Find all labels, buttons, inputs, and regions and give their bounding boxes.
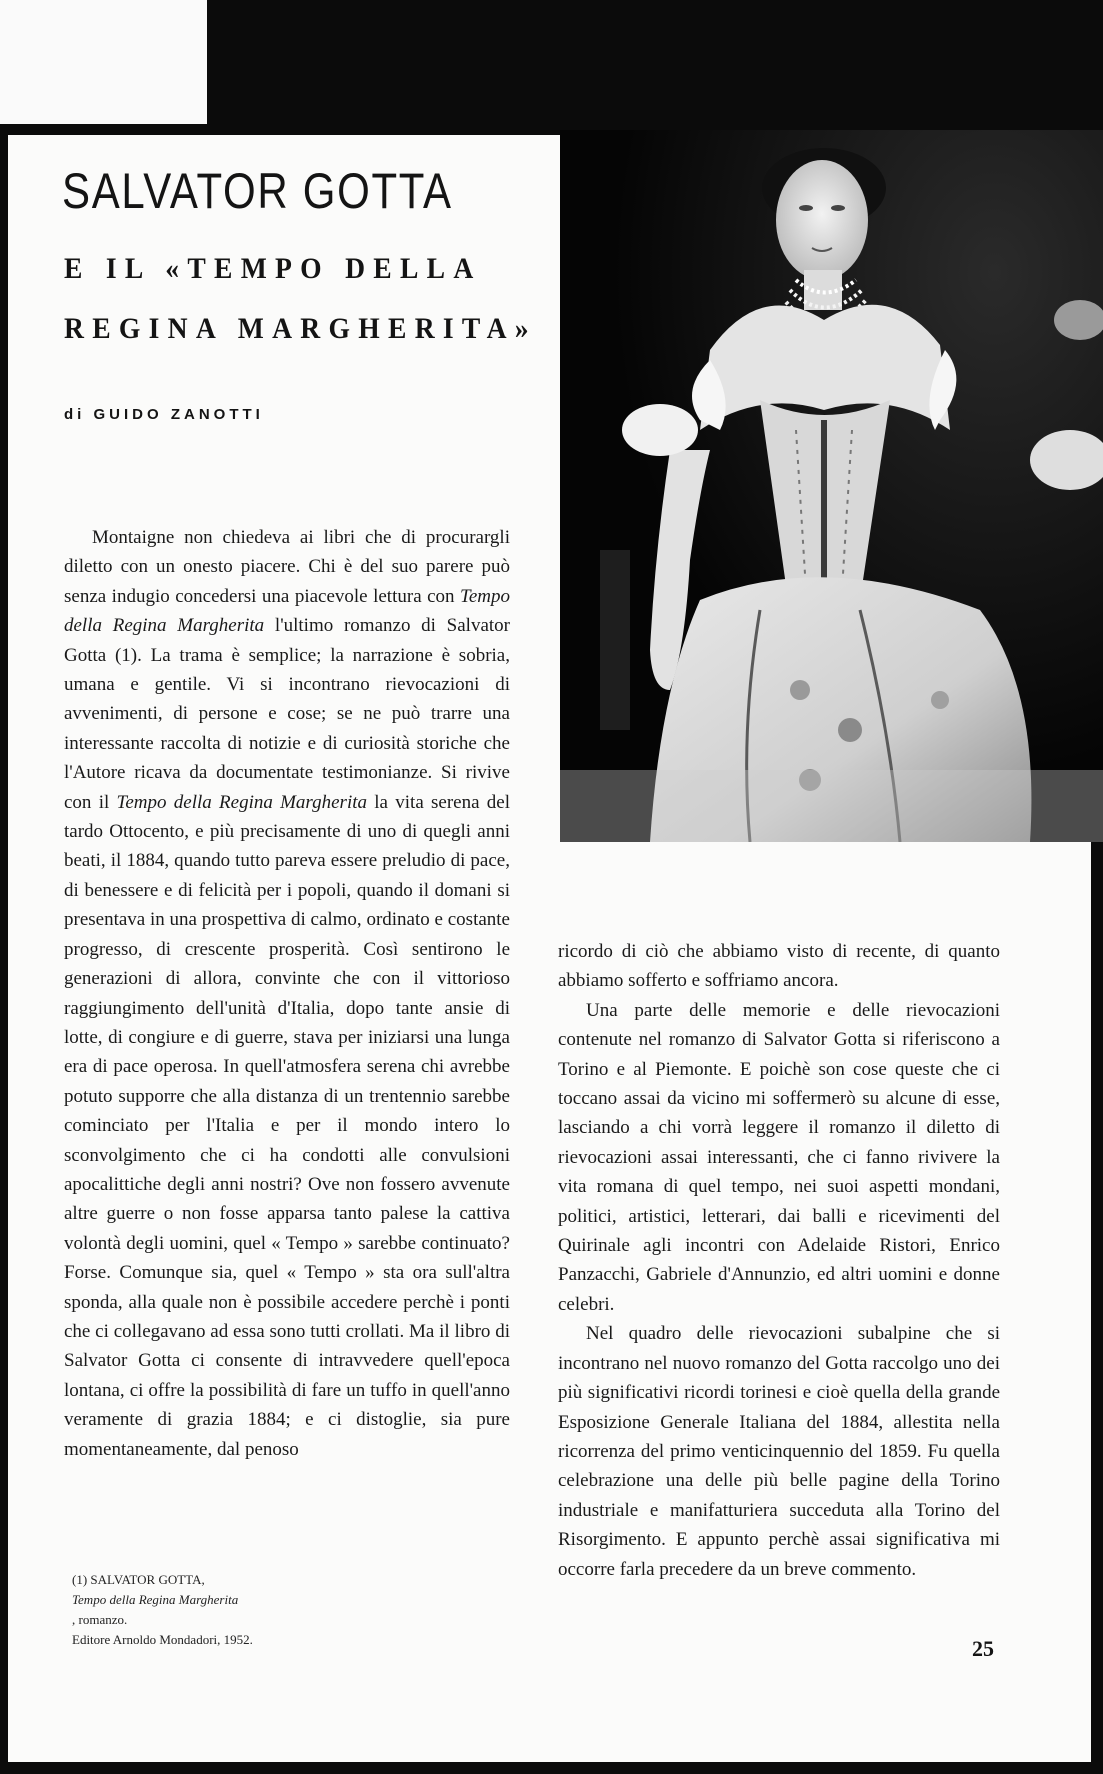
text-run: Montaigne non chiedeva ai libri che di procurargli diletto con un onesto piacere. Chi è del suo parere può senza indugio concedersi una piacevole lettura con (64, 527, 510, 607)
book-title: Tempo della Regina Margherita (64, 585, 510, 637)
footnote-publisher: Editore Arnoldo Mondadori, 1952. (72, 1632, 253, 1647)
footnote-genre: , romanzo. (72, 1612, 128, 1627)
footnote (72, 1570, 512, 1650)
author-byline: di GUIDO ZANOTTI (64, 406, 264, 423)
text-run: la vita serena del tardo Ottocento, e più precisamente di uno di quegli anni beati, il 1884, quando tutto pareva essere preludio di pace, di benessere e di felicità per i popoli, quando il domani si presentava in una prospettiva di calmo, ordinato e costante progresso, di crescente prosperità. Così sentirono le generazioni di allora, convinte che con il vittorioso raggiungimento dell'unità d'Italia, dopo tante ansie di lotte, di congiure e di guerre, stava per iniziarsi una lunga era di pace operosa. In quell'atmosfera serena chi avrebbe potuto supporre che alla distanza di un trentennio sarebbe cominciato per l'Italia e per il mondo intero lo sconvolgimento che ci ha condotti alle convulsioni apocalittiche degli anni nostri? Ove non fossero avvenute altre guerre o non fosse apparsa tanto palese la cattiva volontà degli uomini, quel « Tempo » sarebbe continuato? Forse. Comunque sia, quel « Tempo » sta ora sull'altra sponda, alla quale non è possibile accedere perchè i ponti che ci collegavano ad essa sono tutti crollati. Ma il libro di Salvator Gotta ci consente di intravvedere quell'epoca lontana, ci offre la possibilità di fare un tuffo in quell'anno veramente di grazia 1884; e ci distoglie, sia pure momentaneamente, dal penoso (64, 791, 511, 1460)
body-column-left (64, 523, 510, 1464)
book-title: Tempo della Regina Margherita (116, 791, 368, 813)
article-title: SALVATOR GOTTA (62, 163, 453, 219)
footnote-line-1 (72, 1570, 512, 1630)
paragraph: Una parte delle memorie e delle rievocazioni contenute nel romanzo di Salvator Gotta si riferiscono a Torino e al Piemonte. E poichè son cose queste che ci toccano assai da vicino mi soffermerò su alcune di esse, lasciando a chi vorrà leggere il romanzo il diletto di rievocazioni assai interessanti, che ci fanno rivivere la vita romana di quel tempo, nei suoi aspetti mondani, politici, artistici, letterari, dai balli e ricevimenti del Quirinale agli incontri con Adelaide Ristori, Enrico Panzacchi, Gabriele d'Annunzio, ed altri uomini e donne celebri. (558, 999, 1000, 1315)
paragraph (64, 523, 510, 1464)
queen-margherita-portrait (560, 130, 1103, 842)
footnote-book-title: Tempo della Regina Margherita (72, 1592, 239, 1607)
text-run: l'ultimo romanzo di Salvator Gotta (1). La trama è semplice; la narrazione è sobria, umana e gentile. Vi si incontrano rievocazioni di avvenimenti, di persone e cose; se ne può trarre una interessante raccolta di notizie e di curiosità storiche che l'Autore ricava da documentate testimonianze. Si rivive con il (64, 615, 511, 813)
body-column-right (558, 937, 1000, 1584)
paragraph: Nel quadro delle rievocazioni subalpine che si incontrano nel nuovo romanzo del Gotta raccolgo uno dei più significativi ricordi torinesi e cioè quella della grande Esposizione Generale Italiana del 1884, allestita nella ricorrenza del primo venticinquennio del 1859. Fu quella celebrazione una delle più belle pagine della Torino industriale e manifatturiera succeduta alla Torino del Risorgimento. E appunto perchè assai significativa mi occorre farla precedere da un breve commento. (558, 1323, 1000, 1580)
article-subtitle-line-2: REGINA MARGHERITA» (64, 312, 537, 345)
paragraph: ricordo di ciò che abbiamo visto di recente, di quanto abbiamo sofferto e soffriamo ancora. (558, 941, 1000, 992)
footnote-author: (1) SALVATOR GOTTA, (72, 1572, 205, 1587)
article-subtitle-line-1: E IL «TEMPO DELLA (64, 252, 482, 285)
page-number: 25 (972, 1636, 994, 1661)
corner-margin (0, 0, 207, 124)
